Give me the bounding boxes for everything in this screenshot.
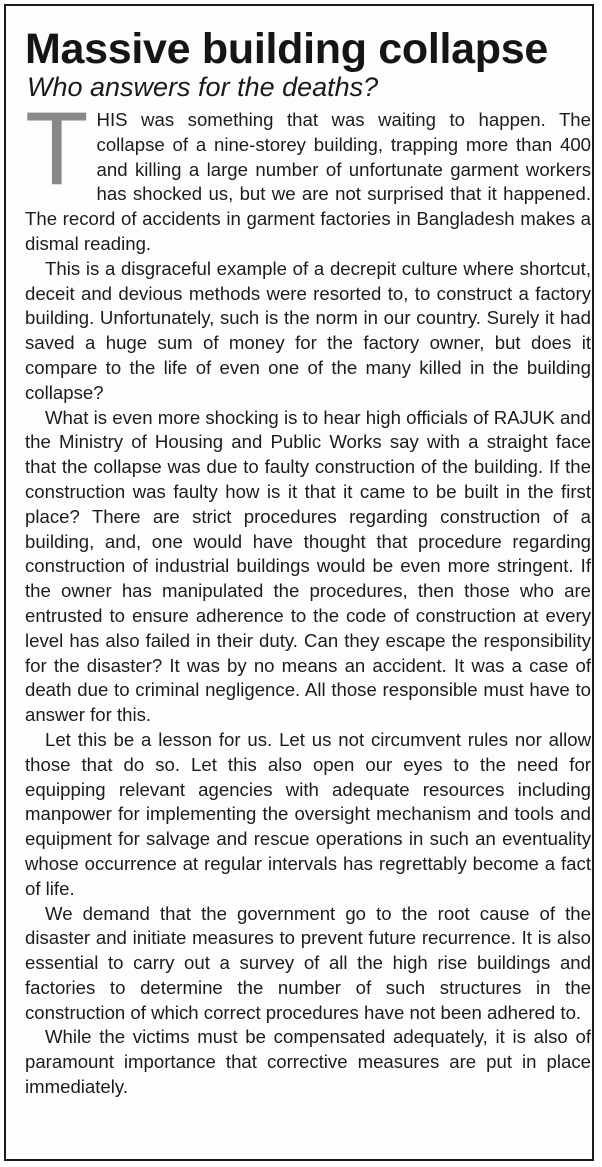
paragraph-6: While the victims must be compensated adequately, it is also of paramount importance that corrective measures are put in place immediately.	[25, 1026, 591, 1098]
article-body	[25, 91, 591, 1100]
paragraph-4: Let this be a lesson for us. Let us not circumvent rules nor allow those that do so. Let this also open our eyes to the need for equipping relevant agencies with adequate resources including manpower for implementing the oversight mechanism and tools and equipment for salvage and rescue operations in such an eventuality whose occurrence at regular intervals has regrettably become a fact of life.	[25, 728, 591, 899]
article	[25, 20, 591, 1100]
drop-cap: T	[25, 91, 89, 207]
paragraph-5: We demand that the government go to the root cause of the disaster and initiate measures to prevent future recurrence. It is also essential to carry out a survey of all the high rise buildings and factories to determine the number of such structures in the construction of which correct procedures have not been adhered to.	[25, 902, 591, 1023]
paragraph-1	[25, 91, 591, 257]
subheadline: Who answers for the deaths?	[27, 72, 379, 102]
headline: Massive building collapse	[25, 25, 548, 73]
paragraph-3: What is even more shocking is to hear high officials of RAJUK and the Ministry of Housing and Public Works say with a straight face that the collapse was due to faulty construction of the building. If the construction was faulty how is it that it came to be built in the first place? There are strict procedures regarding construction of a building, and, one would have thought that procedure regarding construction of industrial buildings would be even more stringent. If the owner has manipulated the procedures, then those who are entrusted to ensure adherence to the code of construction at every level has also failed in their duty. Can they escape the responsibility for the disaster? It was by no means an accident. It was a case of death due to criminal negligence. All those responsible must have to answer for this.	[25, 406, 591, 726]
article-frame	[4, 4, 594, 1161]
paragraph-1-text: HIS was something that was waiting to happen. The collapse of a nine-storey building, trapping more than 400 and killing a large number of unfortunate garment workers has shocked us, but we are not surprised that it happened. The record of accidents in garment factories in Bangladesh makes a dismal reading.	[25, 109, 591, 254]
paragraph-2: This is a disgraceful example of a decrepit culture where shortcut, deceit and devious methods were resorted to, to construct a factory building. Unfortunately, such is the norm in our country. Surely it had saved a huge sum of money for the factory owner, but does it compare to the life of even one of the many killed in the building collapse?	[25, 257, 591, 403]
